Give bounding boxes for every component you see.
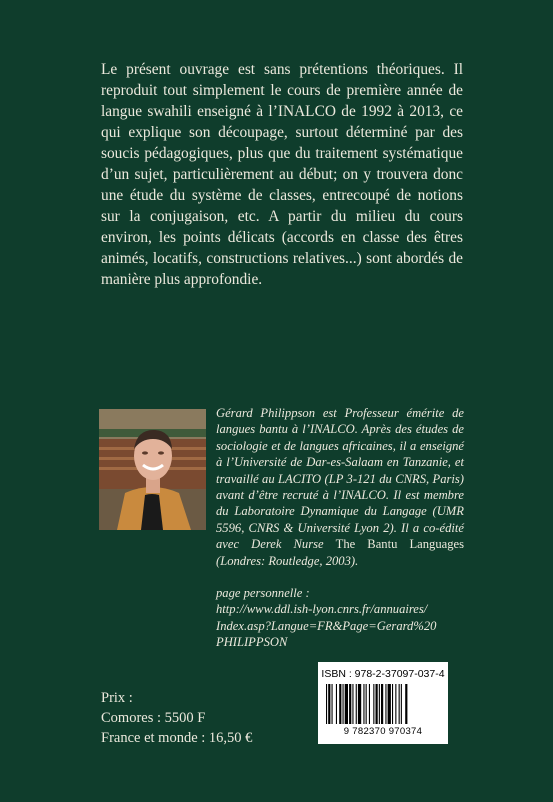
barcode-bars-icon bbox=[326, 684, 440, 726]
author-photo bbox=[99, 409, 206, 530]
isbn-barcode bbox=[318, 662, 448, 744]
barcode-digits: 9 782370 970374 bbox=[343, 726, 423, 737]
author-bio-text: Gérard Philippson est Professeur émérite de langues bantu à l’INALCO. Après des études de sociologie et de langues africaines, il a enseigné à l’Université de Dar-es-Salaam en Tanzanie, et travaillé au LACITO (LP 3-121 du CNRS, Paris) avant d’être recruté à l’INALCO. Il est membre du Laboratoire Dynamique du Langage (UMR 5596, CNRS & Université Lyon 2). Il a co-édité avec Derek Nurse bbox=[216, 406, 464, 552]
isbn-label: ISBN : 978-2-37097-037-4 bbox=[321, 668, 445, 680]
back-cover-blurb: Le présent ouvrage est sans prétentions théoriques. Il reproduit tout simplement le cours de première année de langue swahili enseigné à l’INALCO de 1992 à 2013, ce qui explique son découpage, surtout déterminé par des soucis pédagogiques, plus que du traitement systématique d’un sujet, particulièrement au début; on y trouvera donc une étude du système de classes, entrecoupé de notions sur la conjugaison, etc. A partir du milieu du cours environ, les points délicats (accords en classe des êtres animés, locatifs, constructions relatives...) sont abordés de manière plus approfondie. bbox=[101, 61, 463, 288]
homepage-label: page personnelle : bbox=[216, 586, 310, 600]
author-bio-end: (Londres: Routledge, 2003). bbox=[216, 553, 359, 568]
homepage-url-line-3: PHILIPPSON bbox=[216, 635, 288, 650]
price-comoros: Comores : 5500 F bbox=[101, 710, 206, 726]
author-homepage bbox=[216, 585, 466, 651]
author-bio bbox=[216, 405, 464, 569]
price-label: Prix : bbox=[101, 690, 133, 706]
price-france: France et monde : 16,50 € bbox=[101, 730, 253, 746]
homepage-url-line-1: http://www.ddl.ish-lyon.cnrs.fr/annuaires/ bbox=[216, 602, 428, 617]
price-block bbox=[101, 688, 252, 748]
book-title: The Bantu Languages bbox=[335, 537, 464, 552]
homepage-url-line-2: Index.asp?Langue=FR&Page=Gerard%20 bbox=[216, 618, 437, 633]
